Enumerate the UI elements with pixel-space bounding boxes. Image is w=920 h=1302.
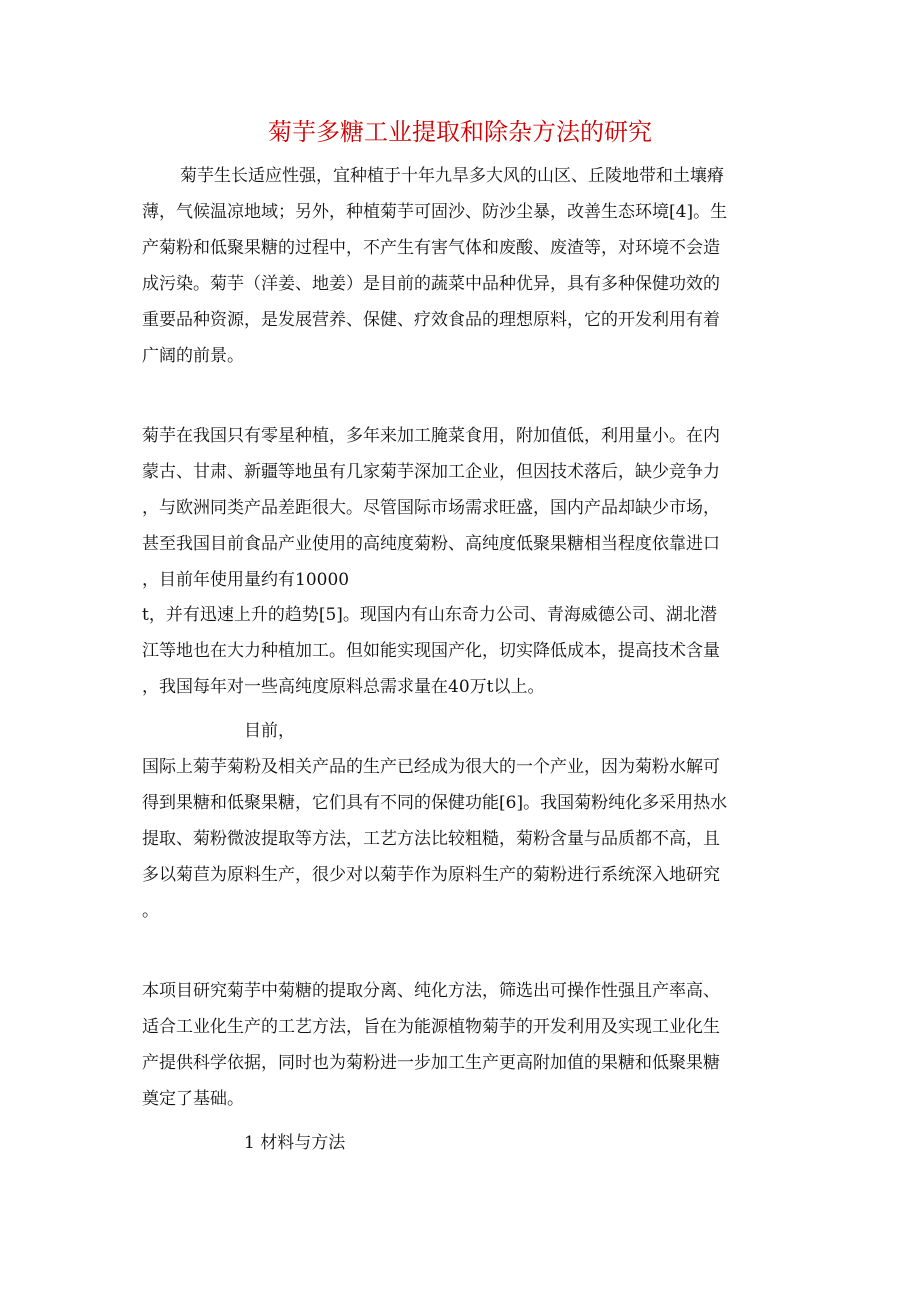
paragraph-2-line: ，与欧洲同类产品差距很大。尽管国际市场需求旺盛，国内产品却缺少市场， [142,498,720,518]
paragraph-4-line: 适合工业化生产的工艺方法，旨在为能源植物菊芋的开发利用及实现工业化生 [142,1017,720,1037]
paragraph-3-line: 国际上菊芋菊粉及相关产品的生产已经成为很大的一个产业，因为菊粉水解可 [142,757,720,777]
paragraph-3-line: 多以菊苣为原料生产，很少对以菊芋作为原料生产的菊粉进行系统深入地研究 [142,865,720,885]
paragraph-4-line: 奠定了基础。 [142,1089,244,1109]
paragraph-1-line: 菊芋生长适应性强，宜种植于十年九旱多大风的山区、丘陵地带和土壤瘠 [180,166,724,186]
paragraph-2-line: ，目前年使用量约有10000 [142,570,350,590]
paragraph-1-line: 产菊粉和低聚果糖的过程中，不产生有害气体和废酸、废渣等，对环境不会造 [142,238,720,258]
paragraph-3-line: 目前， [244,721,295,741]
paragraph-3-line: 。 [142,901,159,921]
paragraph-2-line: ，我国每年对一些高纯度原料总需求量在40万t以上。 [142,677,545,697]
paragraph-3-line: 得到果糖和低聚果糖，它们具有不同的保健功能[6]。我国菊粉纯化多采用热水 [142,793,728,813]
paragraph-2-line: 甚至我国目前食品产业使用的高纯度菊粉、高纯度低聚果糖相当程度依靠进口 [142,534,720,554]
paragraph-4-line: 本项目研究菊芋中菊糖的提取分离、纯化方法，筛选出可操作性强且产率高、 [142,981,720,1001]
paragraph-1-line: 广阔的前景。 [142,346,244,366]
paragraph-1-line: 重要品种资源，是发展营养、保健、疗效食品的理想原料，它的开发利用有着 [142,310,720,330]
paragraph-1-line: 薄，气候温凉地域；另外，种植菊芋可固沙、防沙尘暴，改善生态环境[4]。生 [142,202,728,222]
paragraph-4-line: 产提供科学依据，同时也为菊粉进一步加工生产更高附加值的果糖和低聚果糖 [142,1053,720,1073]
document-title: 菊芋多糖工业提取和除杂方法的研究 [268,118,652,146]
section-heading: 1 材料与方法 [244,1133,346,1153]
paragraph-2-line: 菊芋在我国只有零星种植，多年来加工腌菜食用，附加值低，利用量小。在内 [142,426,720,446]
paragraph-3-line: 提取、菊粉微波提取等方法，工艺方法比较粗糙，菊粉含量与品质都不高，且 [142,829,720,849]
paragraph-2-line: 蒙古、甘肃、新疆等地虽有几家菊芋深加工企业，但因技术落后，缺少竞争力 [142,462,720,482]
paragraph-1-line: 成污染。菊芋（洋姜、地姜）是目前的蔬菜中品种优异，具有多种保健功效的 [142,274,720,294]
paragraph-2-line: 江等地也在大力种植加工。但如能实现国产化，切实降低成本，提高技术含量 [142,641,720,661]
paragraph-2-line: t，并有迅速上升的趋势[5]。现国内有山东奇力公司、青海威德公司、湖北潜 [142,605,717,625]
